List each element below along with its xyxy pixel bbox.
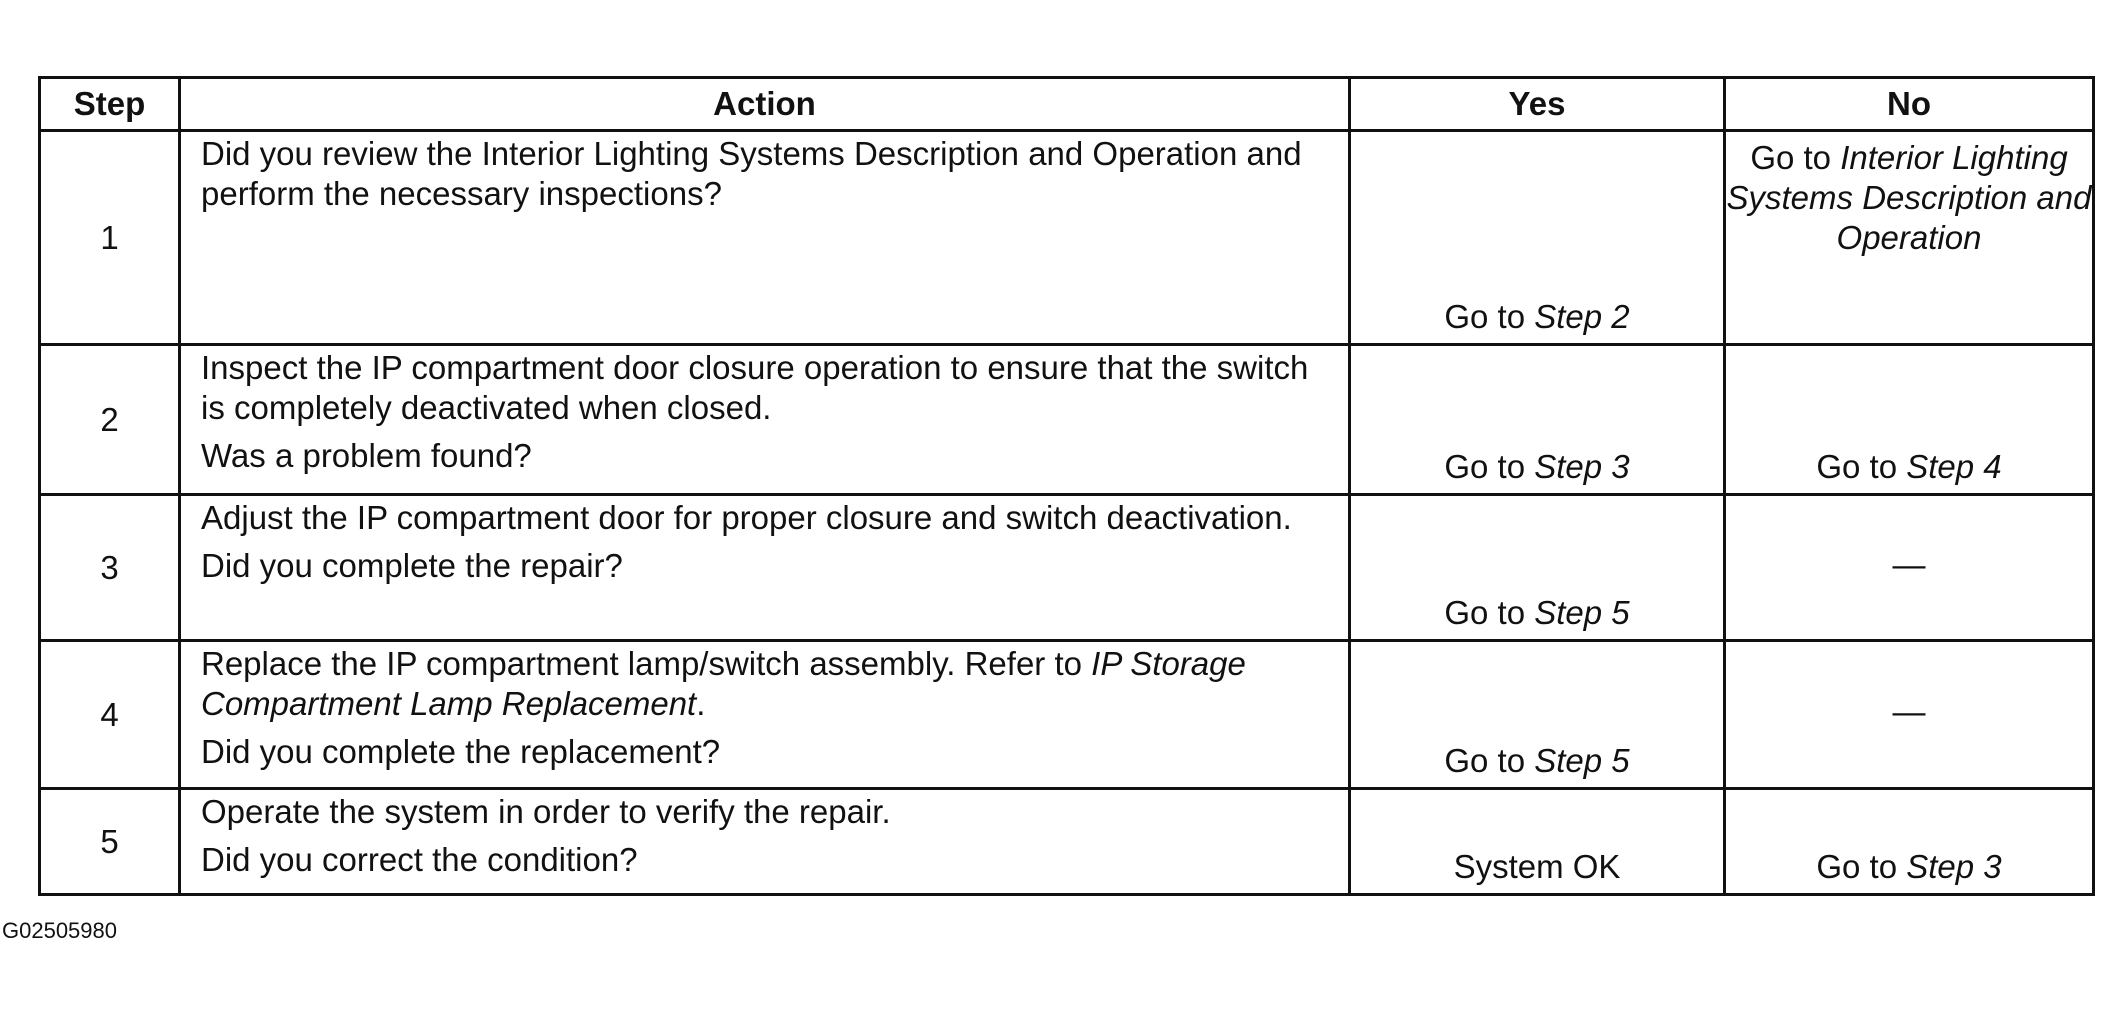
no-cell [1725,495,2094,641]
yes-result: System OK [1453,848,1621,885]
no-prefix: Go to [1750,139,1841,176]
no-cell [1725,641,2094,789]
action-question: Did you correct the condition? [201,841,638,878]
action-text: Inspect the IP compartment door closure operation to ensure that the switch is completely deactivated when closed. [201,349,1309,426]
action-cell [180,641,1350,789]
no-cell [1725,345,2094,495]
action-cell [180,131,1350,345]
no-prefix: Go to [1816,848,1907,885]
action-text-suffix: . [696,685,706,722]
step-number: 4 [40,641,180,789]
table-row [40,495,2094,641]
yes-prefix: Go to [1444,594,1535,631]
action-reference-link[interactable]: IP Storage Compartment Lamp Replacement [201,645,1246,722]
figure-id: G02505980 [2,918,117,943]
yes-prefix: Go to [1444,298,1535,335]
step-number: 2 [40,345,180,495]
yes-cell [1350,345,1725,495]
action-question: Did you complete the repair? [201,547,623,584]
action-text [201,644,1330,724]
yes-prefix: Go to [1444,742,1535,779]
diagnostic-table [38,76,2095,896]
action-text: Did you review the Interior Lighting Systems Description and Operation and perform the necessary inspections? [201,135,1302,212]
action-question: Did you complete the replacement? [201,733,721,770]
header-no: No [1725,78,2094,131]
no-prefix: Go to [1816,448,1907,485]
yes-step-link[interactable]: Step 3 [1534,448,1630,485]
table-header-row [40,78,2094,131]
yes-cell [1350,641,1725,789]
no-dash: — [1892,692,1926,730]
yes-step-link[interactable]: Step 5 [1534,742,1630,779]
no-reference-link[interactable]: Interior Lighting Systems Description and Operation [1726,139,2092,256]
header-step: Step [40,78,180,131]
step-number: 1 [40,131,180,345]
no-step-link[interactable]: Step 4 [1906,448,2002,485]
yes-step-link[interactable]: Step 2 [1534,298,1630,335]
table-row [40,131,2094,345]
table-row [40,345,2094,495]
action-text: Adjust the IP compartment door for proper closure and switch deactivation. [201,499,1292,536]
header-action: Action [180,78,1350,131]
yes-cell [1350,789,1725,895]
yes-prefix: Go to [1444,448,1535,485]
no-step-link[interactable]: Step 3 [1906,848,2002,885]
table-row [40,789,2094,895]
no-dash: — [1892,545,1926,583]
yes-step-link[interactable]: Step 5 [1534,594,1630,631]
header-yes: Yes [1350,78,1725,131]
action-text: Operate the system in order to verify the repair. [201,793,891,830]
action-text-prefix: Replace the IP compartment lamp/switch assembly. Refer to [201,645,1092,682]
action-question: Was a problem found? [201,437,532,474]
step-number: 5 [40,789,180,895]
no-cell [1725,789,2094,895]
no-cell [1725,131,2094,345]
action-cell [180,495,1350,641]
table-row [40,641,2094,789]
yes-cell [1350,495,1725,641]
action-cell [180,789,1350,895]
yes-cell [1350,131,1725,345]
action-cell [180,345,1350,495]
step-number: 3 [40,495,180,641]
